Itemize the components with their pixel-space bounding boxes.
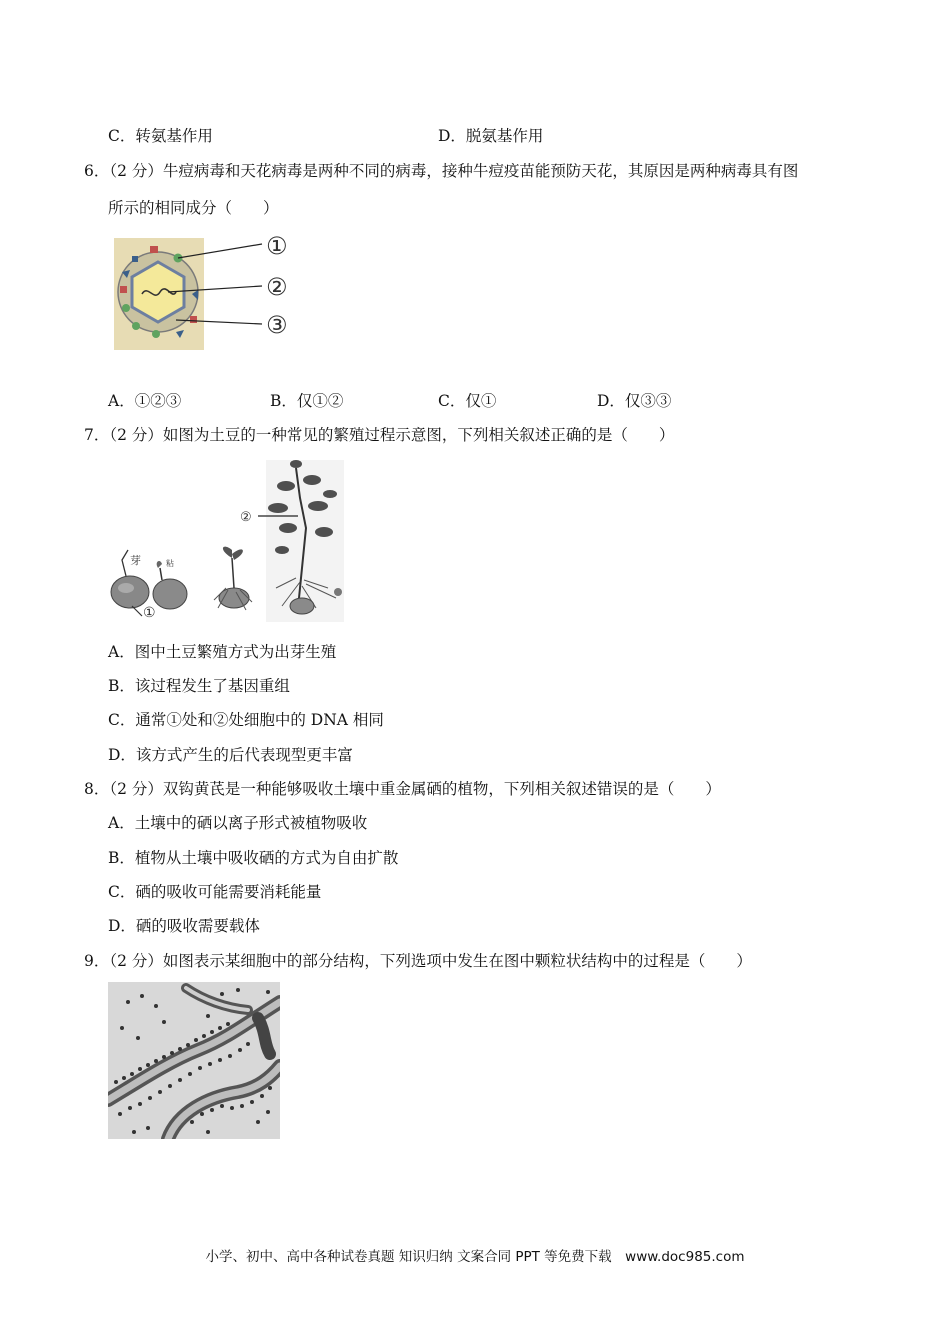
q7-option-b: B．该过程发生了基因重组 [108,677,290,695]
potato-sprouting [153,558,187,609]
q6-option-a: A．①②③ [108,392,182,410]
q8-option-a: A．土壤中的硒以离子形式被植物吸收 [108,814,368,832]
label-1: ① [143,605,156,621]
page-footer: 小学、初中、高中各种试卷真题 知识归纳 文案合同 PPT 等免费下载 www.doc985.com [205,1249,745,1265]
q8-stem: 8．（2 分）双钩黄芪是一种能够吸收土壤中重金属硒的植物，下列相关叙述错误的是（ ） [84,780,721,798]
potato-propagation-figure [106,458,346,624]
q6-stem-line1: 6．（2 分）牛痘病毒和天花病毒是两种不同的病毒，接种牛痘疫苗能预防天花，其原因是两种病毒具有图 [84,162,799,180]
q7-option-a: A．图中土豆繁殖方式为出芽生殖 [108,643,337,661]
q7-option-c: C．通常①处和②处细胞中的 DNA 相同 [108,711,384,729]
label-2: ② [240,510,252,525]
q6-option-d: D．仅③③ [597,392,672,410]
q8-option-c: C．硒的吸收可能需要消耗能量 [108,883,322,901]
potato-seedling [214,547,252,610]
q6-option-c: C．仅① [438,392,497,410]
q7-stem: 7．（2 分）如图为土豆的一种常见的繁殖过程示意图，下列相关叙述正确的是（ ） [84,426,675,444]
virus-structure-figure [112,234,312,352]
potato-mature-plant [240,460,344,622]
q6-option-b: B．仅①② [270,392,344,410]
svg-text:粘: 粘 [166,559,174,568]
label-1: ① [266,234,288,260]
q6-stem-line2: 所示的相同成分（ ） [108,199,279,217]
q7-option-d: D．该方式产生的后代表现型更丰富 [108,746,353,764]
bud-label: 芽 [130,554,141,567]
q5-option-d: D．脱氨基作用 [438,127,544,145]
q5-option-c: C．转氨基作用 [108,127,213,145]
label-2: ② [266,273,288,301]
q9-stem: 9．（2 分）如图表示某细胞中的部分结构，下列选项中发生在图中颗粒状结构中的过程是（ ） [84,952,752,970]
label-3: ③ [266,311,288,339]
q8-option-d: D．硒的吸收需要载体 [108,917,260,935]
potato-with-bud [111,550,156,621]
q8-option-b: B．植物从土壤中吸收硒的方式为自由扩散 [108,849,399,867]
rough-er-figure [108,982,280,1139]
